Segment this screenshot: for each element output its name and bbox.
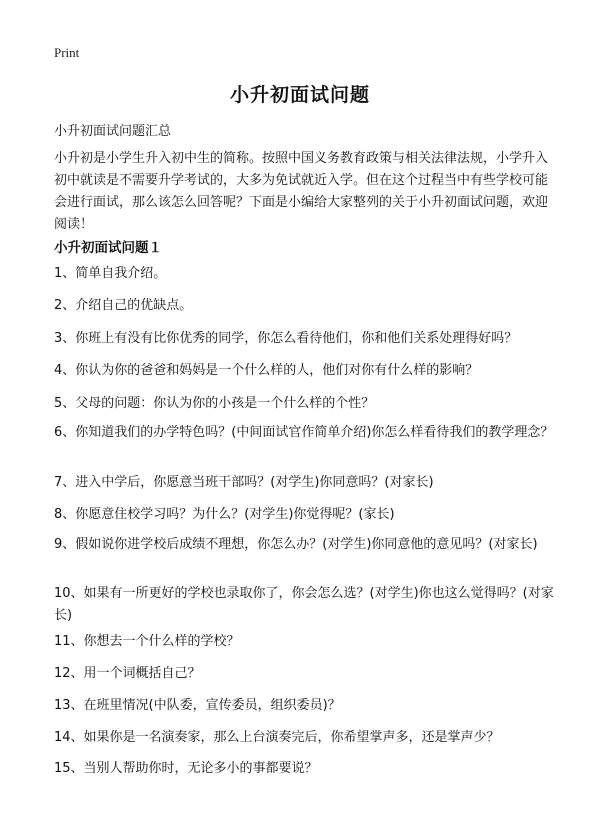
- question-item: 14、如果你是一名演奏家，那么上台演奏完后，你希望掌声多，还是掌声少？: [54, 730, 500, 745]
- question-item: 10、如果有一所更好的学校也录取你了，你会怎么选？(对学生)你也这么觉得吗？(对家长): [54, 586, 554, 623]
- question-item: 6、你知道我们的办学特色吗？(中间面试官作简单介绍)你怎么样看待我们的教学理念？: [54, 425, 554, 440]
- question-item: 2、介绍自己的优缺点。: [54, 298, 193, 313]
- question-item: 12、用一个词概括自己？: [54, 666, 201, 681]
- question-item: 8、你愿意住校学习吗？为什么？(对学生)你觉得呢？(家长): [54, 507, 395, 522]
- section-heading: 小升初面试问题１: [54, 240, 162, 256]
- question-item: 11、你想去一个什么样的学校？: [54, 634, 240, 649]
- question-item: 3、你班上有没有比你优秀的同学，你怎么看待他们，你和他们关系处理得好吗？: [54, 331, 518, 346]
- question-item: 7、进入中学后，你愿意当班干部吗？(对学生)你同意吗？(对家长): [54, 475, 434, 490]
- question-item: 9、假如说你进学校后成绩不理想，你怎么办？(对学生)你同意他的意见吗？(对家长): [54, 537, 538, 552]
- print-link[interactable]: Print: [54, 45, 80, 60]
- subtitle: 小升初面试问题汇总: [54, 124, 172, 139]
- question-item: 5、父母的问题：你认为你的小孩是一个什么样的个性？: [54, 396, 375, 411]
- question-item: 13、在班里情况(中队委，宣传委员，组织委员)？: [54, 698, 341, 713]
- intro-paragraph: 小升初是小学生升入初中生的简称。按照中国义务教育政策与相关法律法规，小学升入初中就读是不需要升学考试的，大多为免试就近入学。但在这个过程当中有些学校可能会进行面试，那么该怎么回答呢？下面是小编给大家整列的关于小升初面试问题，欢迎阅读！: [54, 151, 549, 232]
- question-item: 1、简单自我介绍。: [54, 266, 167, 281]
- page-title: 小升初面试问题: [229, 84, 370, 106]
- question-item: 15、当别人帮助你时，无论多小的事都要说？: [54, 761, 318, 776]
- question-item: 4、你认为你的爸爸和妈妈是一个什么样的人，他们对你有什么样的影响？: [54, 363, 479, 378]
